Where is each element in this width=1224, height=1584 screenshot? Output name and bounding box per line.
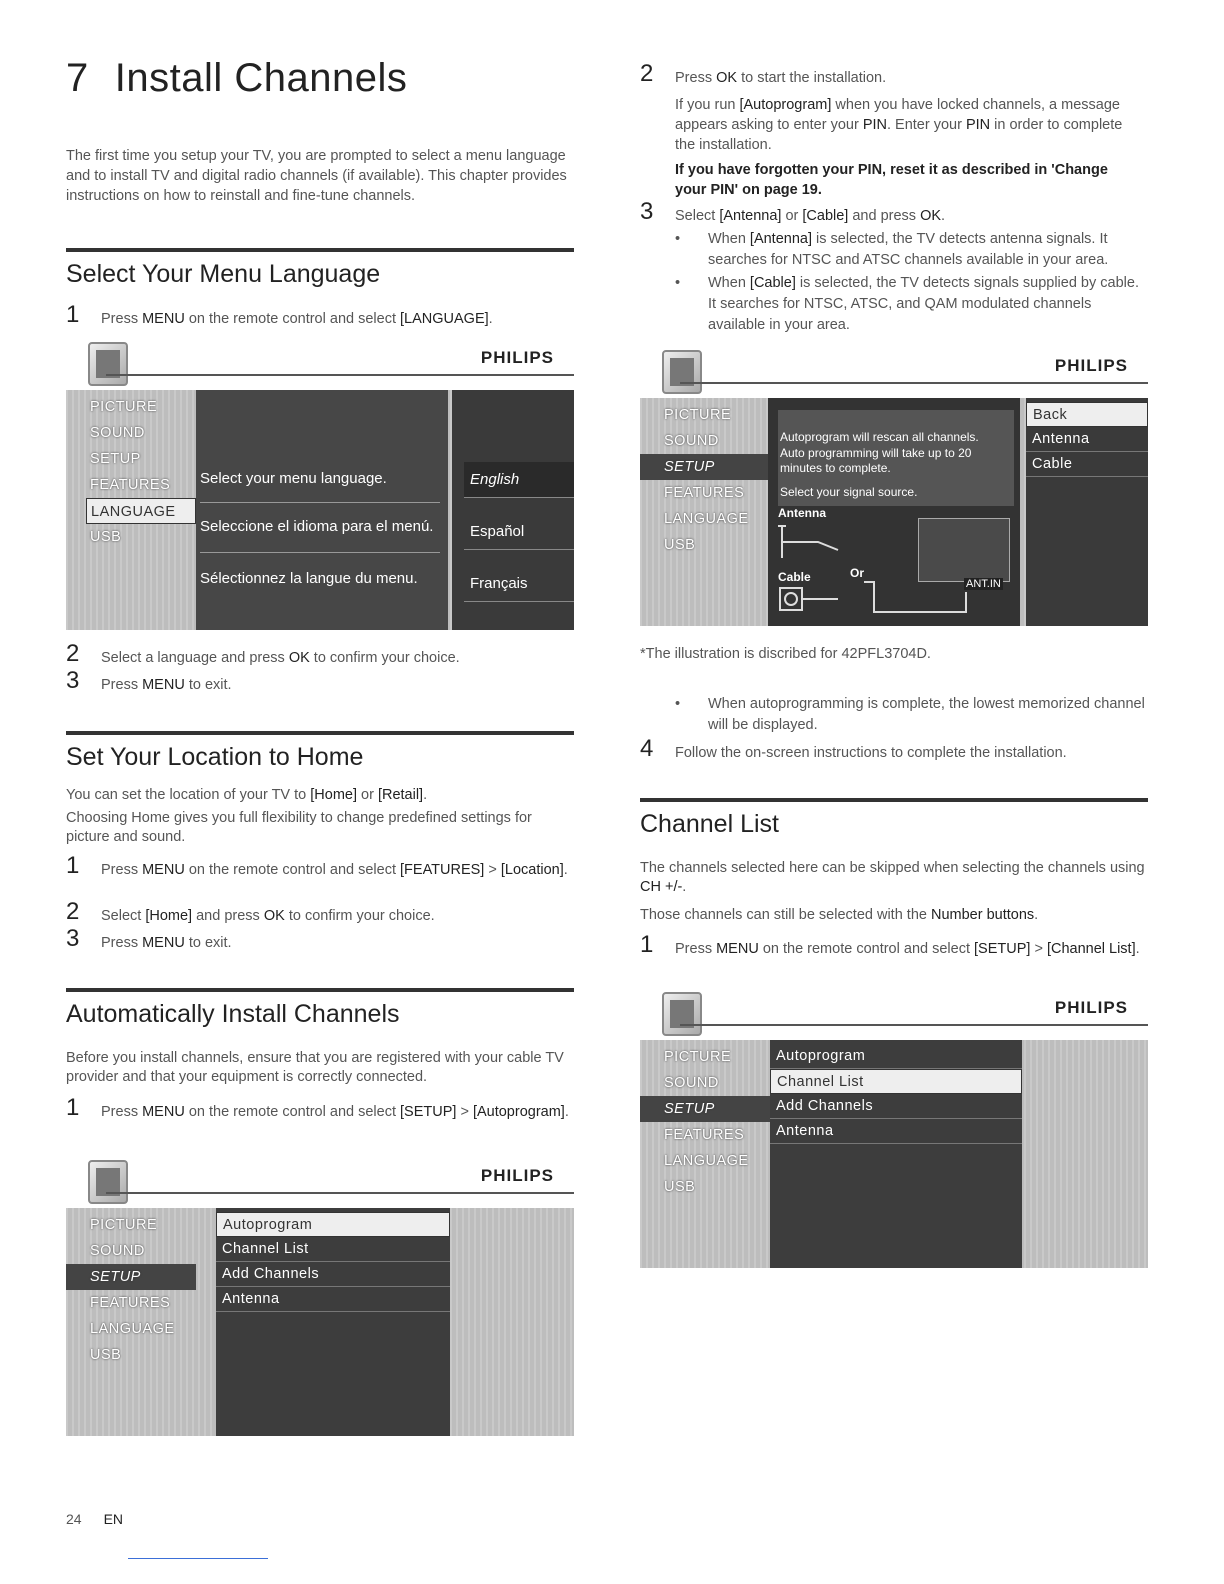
language-option[interactable]: Français — [464, 566, 574, 602]
chapter-title — [66, 56, 407, 101]
step-2-language: 2 Select a language and press OK to confirm your choice. — [66, 640, 460, 667]
page-number: 24 — [66, 1511, 82, 1527]
menu-item[interactable]: LANGUAGE — [90, 1321, 175, 1337]
location-text-2: Choosing Home gives you full flexibility to change predefined settings for picture and sound. — [66, 810, 532, 845]
step-3-auto: 3 Select [Antenna] or [Cable] and press OK. — [640, 198, 946, 225]
menu-item[interactable]: FEATURES — [90, 477, 171, 493]
dialog-text: Select your signal source. — [780, 485, 918, 499]
connection-diagram — [778, 522, 1008, 622]
dialog-text: Auto programming will take up to 20 minutes to complete. — [780, 446, 972, 475]
menu-item[interactable]: FEATURES — [90, 1295, 171, 1311]
step-3-language: 3 Press MENU to exit. — [66, 667, 232, 694]
menu-item[interactable]: SOUND — [664, 1075, 719, 1091]
or-label: Or — [850, 566, 865, 580]
language-row: Sélectionnez la langue du menu. — [200, 570, 418, 587]
tv-icon — [88, 342, 128, 386]
signal-bullets — [640, 229, 1148, 338]
ant-in-label: ANT.IN — [966, 578, 1001, 590]
menu-item[interactable]: USB — [664, 537, 696, 553]
menu-item[interactable]: LANGUAGE — [664, 1153, 749, 1169]
menu-item[interactable]: SOUND — [90, 425, 145, 441]
section-title: Set Your Location to Home — [66, 743, 364, 771]
menu-item[interactable]: PICTURE — [664, 407, 732, 423]
main-menu — [640, 402, 770, 558]
language-code: EN — [103, 1511, 124, 1527]
screen-autoprogram-dialog — [640, 350, 1148, 626]
tv-icon — [88, 1160, 128, 1204]
menu-item[interactable]: USB — [90, 1347, 122, 1363]
bullet-antenna: • When [Antenna] is selected, the TV detects antenna signals. It searches for NTSC and ATSC channels available in your area. — [640, 229, 1148, 271]
menu-item[interactable]: SOUND — [664, 433, 719, 449]
menu-item-selected[interactable]: SETUP — [66, 1264, 196, 1290]
section-channel-list — [640, 798, 1148, 929]
section-title: Select Your Menu Language — [66, 260, 381, 288]
autoprogram-dialog — [768, 398, 1020, 626]
screen-language — [66, 342, 574, 630]
dialog-text: Autoprogram will rescan all channels. — [780, 430, 979, 444]
tv-icon — [662, 350, 702, 394]
menu-item[interactable]: PICTURE — [90, 399, 158, 415]
channel-list-text-2: Those channels can still be selected with the Number buttons. — [640, 907, 1039, 923]
section-rule — [66, 248, 574, 252]
channel-list-text: The channels selected here can be skipped when selecting the channels using CH +/-. — [640, 860, 1145, 895]
auto-install-text: Before you install channels, ensure that you are registered with your cable TV provider and that your equipment is correctly connected. — [66, 1050, 564, 1085]
section-title: Automatically Install Channels — [66, 1000, 400, 1028]
brand-logo: PHILIPS — [1054, 356, 1128, 375]
submenu-item[interactable]: Autoprogram — [770, 1044, 1022, 1069]
antenna-label: Antenna — [778, 506, 826, 520]
option[interactable]: Antenna — [1026, 427, 1148, 452]
language-option[interactable]: Español — [464, 514, 574, 550]
chapter-number: 7 — [66, 56, 89, 100]
section-location — [66, 731, 574, 851]
forgot-pin-note: If you have forgotten your PIN, reset it as described in 'Change your PIN' on page 19. — [675, 162, 1108, 198]
menu-item[interactable]: LANGUAGE — [664, 511, 749, 527]
language-row: Select your menu language. — [200, 470, 387, 487]
screen-setup-autoprogram — [66, 1160, 574, 1436]
step-3-location: 3 Press MENU to exit. — [66, 925, 232, 952]
step-number: 1 — [66, 301, 80, 328]
main-menu — [66, 394, 196, 550]
menu-item-selected[interactable]: SETUP — [640, 1096, 770, 1122]
menu-item-selected[interactable]: LANGUAGE — [86, 498, 196, 524]
tv-icon — [662, 992, 702, 1036]
step-1-location: 1 Press MENU on the remote control and select [FEATURES] > [Location]. — [66, 852, 568, 879]
submenu-item[interactable]: Antenna — [216, 1287, 450, 1312]
language-option-selected[interactable]: English — [464, 462, 574, 498]
complete-bullet — [640, 694, 1148, 738]
bullet-cable: • When [Cable] is selected, the TV detects signals supplied by cable. It searches for NTSC, ATSC, and QAM modulated channels available in your area. — [640, 273, 1148, 336]
signal-options — [1026, 398, 1148, 626]
step-1-channel: 1 Press MENU on the remote control and select [SETUP] > [Channel List]. — [640, 931, 1140, 958]
location-text: You can set the location of your TV to [Home] or [Retail]. — [66, 787, 428, 803]
brand-logo: PHILIPS — [480, 348, 554, 367]
step-2-location: 2 Select [Home] and press OK to confirm your choice. — [66, 898, 435, 925]
screen-channel-list — [640, 992, 1148, 1268]
menu-item[interactable]: FEATURES — [664, 1127, 745, 1143]
footer-divider — [128, 1558, 268, 1559]
menu-item-selected[interactable]: SETUP — [640, 454, 770, 480]
submenu-item-selected[interactable]: Channel List — [770, 1069, 1022, 1094]
submenu-item-selected[interactable]: Autoprogram — [216, 1212, 450, 1237]
page-footer — [66, 1511, 123, 1527]
menu-item[interactable]: USB — [664, 1179, 696, 1195]
step-2-auto: 2 Press OK to start the installation. — [640, 60, 887, 87]
submenu-item[interactable]: Channel List — [216, 1237, 450, 1262]
illustration-caption: *The illustration is discribed for 42PFL3704D. — [640, 646, 931, 662]
main-menu — [640, 1044, 770, 1200]
step-1-auto: 1 Press MENU on the remote control and select [SETUP] > [Autoprogram]. — [66, 1094, 569, 1121]
option-selected[interactable]: Back — [1026, 402, 1148, 427]
setup-submenu — [770, 1040, 1022, 1268]
submenu-item[interactable]: Add Channels — [770, 1094, 1022, 1119]
brand-logo: PHILIPS — [1054, 998, 1128, 1017]
pin-note: If you run [Autoprogram] when you have locked channels, a message appears asking to enter your PIN. Enter your PIN in order to complete the installation. — [675, 97, 1123, 153]
menu-item[interactable]: SOUND — [90, 1243, 145, 1259]
menu-item[interactable]: PICTURE — [664, 1049, 732, 1065]
cable-label: Cable — [778, 570, 811, 584]
language-row: Seleccione el idioma para el menú. — [200, 518, 434, 535]
submenu-item[interactable]: Antenna — [770, 1119, 1022, 1144]
bullet-complete: • When autoprogramming is complete, the lowest memorized channel will be displayed. — [640, 694, 1148, 736]
step-1-language: 1 Press MENU on the remote control and select [LANGUAGE]. — [66, 301, 493, 328]
menu-item[interactable]: SETUP — [90, 451, 141, 467]
brand-logo: PHILIPS — [480, 1166, 554, 1185]
section-menu-language — [66, 248, 574, 303]
menu-item[interactable]: FEATURES — [664, 485, 745, 501]
menu-item[interactable]: USB — [90, 529, 122, 545]
chapter-title-text: Install Channels — [114, 56, 408, 100]
section-title: Channel List — [640, 810, 779, 838]
menu-item[interactable]: PICTURE — [90, 1217, 158, 1233]
main-menu — [66, 1212, 196, 1368]
step-4-auto: 4 Follow the on-screen instructions to complete the installation. — [640, 735, 1067, 762]
submenu-item[interactable]: Add Channels — [216, 1262, 450, 1287]
intro-text: The first time you setup your TV, you are prompted to select a menu language and to install TV and digital radio channels (if available). This chapter provides instructions on how to reinstall and fine-tune channels. — [66, 148, 567, 204]
section-auto-install — [66, 988, 574, 1091]
setup-submenu — [216, 1208, 450, 1436]
option[interactable]: Cable — [1026, 452, 1148, 477]
